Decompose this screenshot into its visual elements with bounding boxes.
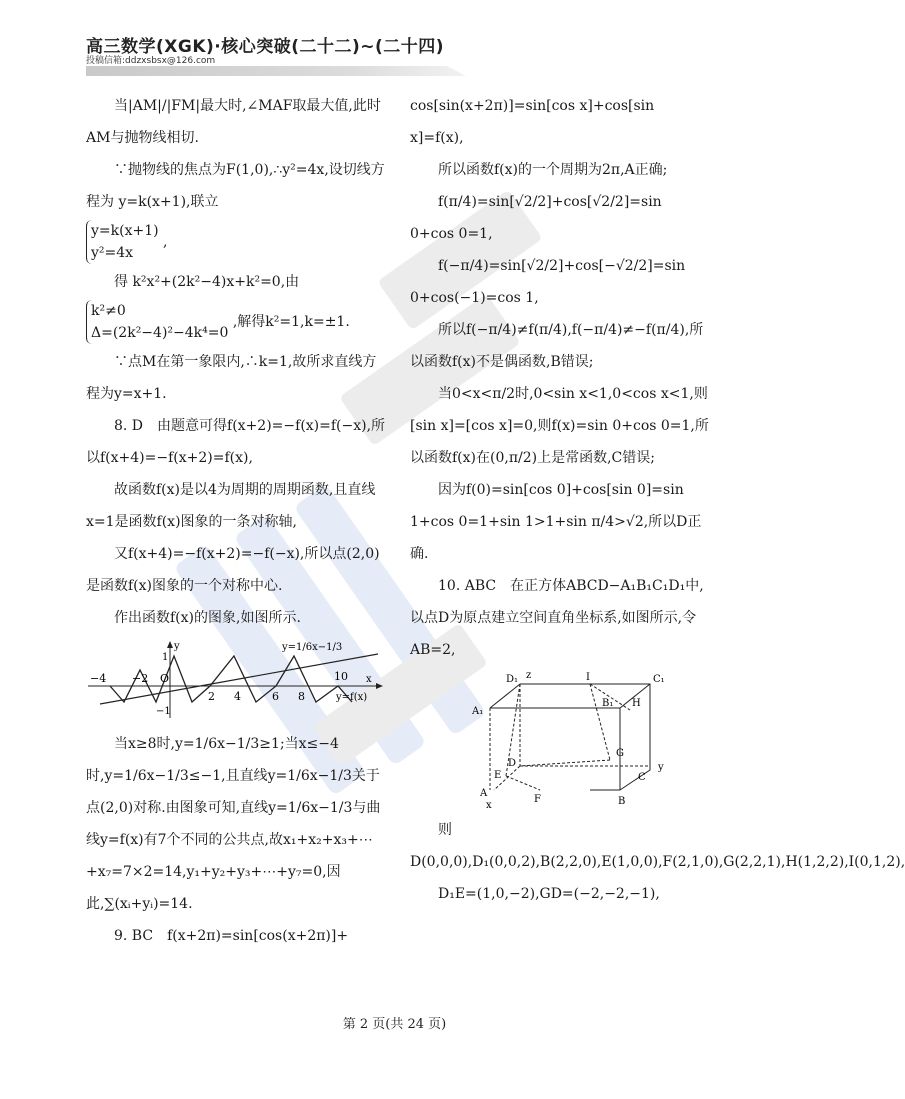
- y-minus-one-label: −1: [156, 706, 171, 717]
- function-graph: [86, 640, 386, 720]
- system-1-line-a: y=k(x+1): [91, 223, 159, 239]
- cube-label-h: H: [632, 698, 641, 709]
- cube-label-b1: B₁: [602, 698, 614, 709]
- cube-label-d: D: [508, 758, 517, 769]
- left-paragraph-9: 当x≥8时,y=1/6x−1/3≥1;当x≤−4时,y=1/6x−1/3≤−1,且直线y=1/6x−1/3关于点(2,0)对称.由图象可知,直线y=1/6x−1/3与曲线y=f(x)有7个不同的公共点,故x₁+x₂+x₃+⋯+x₇=7×2=14,y₁+y₂+y₃+⋯+y₇=0,因此,∑(xᵢ+yᵢ)=14.: [86, 736, 381, 912]
- right-paragraph-10: D₁E=(1,0,−2),GD=(−2,−2,−1),: [438, 886, 660, 902]
- cube-diagram: [470, 670, 670, 810]
- system-1-line-b: y²=4x: [91, 245, 134, 261]
- cube-label-f: F: [534, 794, 541, 805]
- left-paragraph-8: 作出函数f(x)的图象,如图所示.: [114, 610, 301, 626]
- cube-axis-z: z: [526, 670, 532, 681]
- left-paragraph-10: 9. BC f(x+2π)=sin[cos(x+2π)]+: [114, 928, 349, 944]
- right-paragraph-9: 则D(0,0,0),D₁(0,0,2),B(2,2,0),E(1,0,0),F(2,1,0),G(2,2,1),H(1,2,2),I(0,1,2),: [410, 822, 905, 870]
- system-2-line-b: Δ=(2k²−4)²−4k⁴=0: [91, 325, 229, 341]
- left-column: [86, 90, 386, 952]
- left-paragraph-3: 得 k²x²+(2k²−4)x+k²=0,由: [114, 274, 300, 290]
- curve-label: y=f(x): [336, 692, 368, 703]
- left-paragraph-6: 故函数f(x)是以4为周期的周期函数,且直线x=1是函数f(x)图象的一条对称轴,: [86, 482, 376, 530]
- cube-label-e: E: [494, 770, 502, 781]
- tick-label-6: 8: [298, 690, 305, 703]
- brace-system-1: [86, 220, 159, 264]
- tick-label-7: 10: [334, 670, 348, 683]
- tick-label-1: −2: [132, 672, 149, 685]
- equation-system-2: [86, 298, 386, 346]
- system-1-tail: ,: [163, 234, 168, 250]
- left-paragraph-7: 又f(x+4)=−f(x+2)=−f(−x),所以点(2,0)是函数f(x)图象的一个对称中心.: [86, 546, 380, 594]
- cube-label-b: B: [618, 796, 626, 807]
- right-paragraph-3: f(π/4)=sin[√2/2]+cos[√2/2]=sin 0+cos 0=1,: [410, 194, 662, 242]
- origin-label: O: [160, 672, 170, 685]
- page-header-title: 高三数学(XGK)·核心突破(二十二)~(二十四): [86, 37, 445, 57]
- system-2-line-a: k²≠0: [91, 303, 126, 319]
- submission-email: 投稿信箱:ddzxsbsx@126.com: [86, 56, 216, 66]
- left-paragraph-1: 当|AM|/|FM|最大时,∠MAF取最大值,此时AM与抛物线相切.: [86, 98, 381, 146]
- line-label: y=1/6x−1/3: [282, 642, 343, 653]
- x-axis-label: x: [366, 674, 372, 685]
- cube-label-c: C: [638, 772, 646, 783]
- right-paragraph-4: f(−π/4)=sin[√2/2]+cos[−√2/2]=sin 0+cos(−1)=cos 1,: [410, 258, 686, 306]
- tick-label-4: 4: [234, 690, 241, 703]
- tick-label-0: −4: [90, 672, 107, 685]
- cube-label-d1: D₁: [506, 674, 519, 685]
- right-paragraph-8: 10. ABC 在正方体ABCD−A₁B₁C₁D₁中,以点D为原点建立空间直角坐标系,如图所示,令AB=2,: [410, 578, 704, 658]
- y-one-label: 1: [162, 652, 169, 663]
- header-decoration-bar: [86, 66, 466, 76]
- cube-label-g: G: [616, 748, 624, 759]
- page-footer: 第 2 页(共 24 页): [342, 1017, 447, 1032]
- left-paragraph-5: 8. D 由题意可得f(x+2)=−f(x)=f(−x),所以f(x+4)=−f(x+2)=f(x),: [86, 418, 386, 466]
- cube-label-c1: C₁: [653, 674, 665, 685]
- y-axis-label: y: [174, 641, 180, 652]
- right-paragraph-1: cos[sin(x+2π)]=sin[cos x]+cos[sin x]=f(x),: [410, 98, 655, 146]
- right-paragraph-7: 因为f(0)=sin[cos 0]+cos[sin 0]=sin 1+cos 0=1+sin 1>1+sin π/4>√2,所以D正确.: [410, 482, 702, 562]
- cube-label-a: A: [480, 788, 488, 799]
- left-paragraph-4: ∵点M在第一象限内,∴k=1,故所求直线方程为y=x+1.: [86, 354, 377, 402]
- cube-axis-x: x: [486, 800, 492, 811]
- tick-label-5: 6: [272, 690, 279, 703]
- right-column: [410, 90, 905, 910]
- right-paragraph-6: 当0<x<π/2时,0<sin x<1,0<cos x<1,则[sin x]=[cos x]=0,则f(x)=sin 0+cos 0=1,所以函数f(x)在(0,π/2)上是常函数,C错误;: [410, 386, 709, 466]
- cube-axis-y: y: [658, 762, 664, 773]
- cube-label-a1: A₁: [472, 706, 484, 717]
- equation-system-1: [86, 218, 386, 266]
- brace-system-2: [86, 300, 228, 344]
- system-2-tail: ,解得k²=1,k=±1.: [232, 314, 350, 330]
- right-paragraph-2: 所以函数f(x)的一个周期为2π,A正确;: [438, 162, 668, 178]
- tick-label-3: 2: [208, 690, 215, 703]
- right-paragraph-5: 所以f(−π/4)≠f(π/4),f(−π/4)≠−f(π/4),所以函数f(x)不是偶函数,B错误;: [410, 322, 704, 370]
- cube-label-i: I: [586, 672, 590, 683]
- left-paragraph-2: ∵抛物线的焦点为F(1,0),∴y²=4x,设切线方程为 y=k(x+1),联立: [86, 162, 385, 210]
